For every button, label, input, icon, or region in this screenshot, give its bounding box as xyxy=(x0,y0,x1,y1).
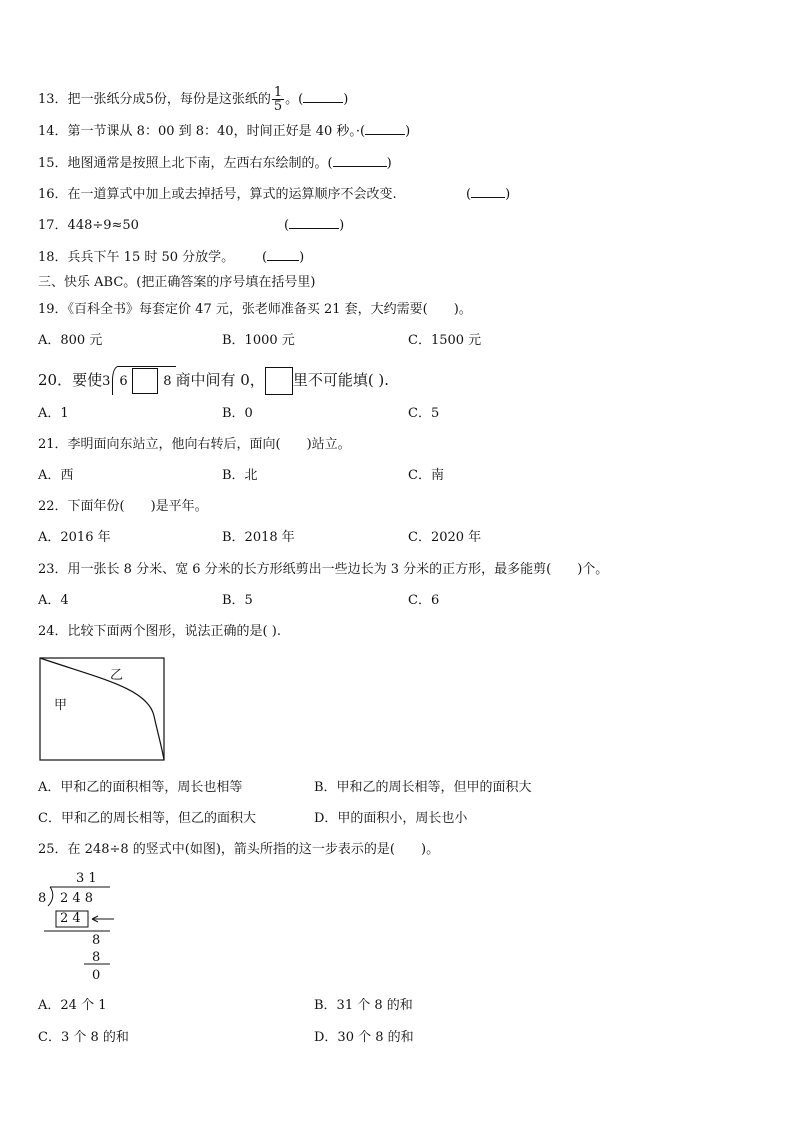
question-18-answer: ( ) xyxy=(262,250,305,265)
option-b[interactable]: B．0 xyxy=(222,406,253,421)
option-c[interactable]: C．2020 年 xyxy=(408,530,482,545)
option-b[interactable]: B．2018 年 xyxy=(222,530,295,545)
question-14: 14．第一节课从 8：00 到 8：40，时间正好是 40 秒。·( ) xyxy=(38,124,411,139)
option-a[interactable]: A．24 个 1 xyxy=(38,998,107,1013)
answer-blank[interactable] xyxy=(303,90,343,103)
option-a[interactable]: A．1 xyxy=(38,406,69,421)
option-c[interactable]: C．1500 元 xyxy=(408,333,482,348)
option-a[interactable]: A．西 xyxy=(38,468,74,483)
option-c[interactable]: C．南 xyxy=(408,468,444,483)
option-c[interactable]: C．3 个 8 的和 xyxy=(38,1030,129,1045)
question-16-answer: ( ) xyxy=(466,187,511,202)
dividend: 2 4 8 xyxy=(60,891,94,906)
answer-blank[interactable] xyxy=(267,248,299,261)
fraction: $\frac{1}{5}$ xyxy=(273,85,283,114)
question-25: 25．在 248÷8 的竖式中(如图)，箭头所指的这一步表示的是( )。 xyxy=(38,842,440,857)
quotient: 3 1 xyxy=(76,871,97,886)
product-step: 2 4 xyxy=(60,911,81,926)
section-title: 三、快乐 ABC。(把正确答案的序号填在括号里) xyxy=(38,275,316,290)
option-a[interactable]: A．2016 年 xyxy=(38,530,111,545)
long-division-bracket: 6 8 xyxy=(112,366,175,395)
divisor: 3 xyxy=(102,374,111,389)
answer-blank[interactable] xyxy=(289,216,339,229)
option-b[interactable]: B．31 个 8 的和 xyxy=(314,998,413,1013)
option-b[interactable]: B．1000 元 xyxy=(222,333,295,348)
option-c[interactable]: C．6 xyxy=(408,593,440,608)
question-13: 13．把一张纸分成5份，每份是这张纸的 $\frac{1}{5}$ 。( ) xyxy=(38,85,349,114)
answer-blank[interactable] xyxy=(471,185,505,198)
question-17-answer: ( ) xyxy=(284,218,345,233)
question-20: 20．要使3 6 8 商中间有 0， 里不可能填( ). xyxy=(38,366,389,395)
divisor: 8 xyxy=(38,891,47,906)
question-19: 19．《百科全书》每套定价 47 元，张老师准备买 21 套，大约需要( )。 xyxy=(38,302,472,317)
option-a[interactable]: A．甲和乙的面积相等，周长也相等 xyxy=(38,780,243,795)
question-21: 21．李明面向东站立，他向右转后，面向( )站立。 xyxy=(38,437,351,452)
digit-box[interactable] xyxy=(132,368,158,394)
option-d[interactable]: D．30 个 8 的和 xyxy=(314,1030,414,1045)
question-23: 23．用一张长 8 分米、宽 6 分米的长方形纸剪出一些边长为 3 分米的正方形，最多能剪( )个。 xyxy=(38,562,609,577)
remainder: 0 xyxy=(92,968,101,983)
answer-blank[interactable] xyxy=(365,122,405,135)
option-b[interactable]: B．甲和乙的周长相等，但甲的面积大 xyxy=(314,780,532,795)
bring-down: 8 xyxy=(92,933,101,948)
question-number: 13． xyxy=(38,92,68,107)
digit: 5 xyxy=(145,92,154,107)
option-c[interactable]: C．甲和乙的周长相等，但乙的面积大 xyxy=(38,811,256,826)
digit-box-reference xyxy=(265,367,293,395)
option-a[interactable]: A．4 xyxy=(38,593,69,608)
option-b[interactable]: B．北 xyxy=(222,468,258,483)
question-17: 17．448÷9≈50 xyxy=(38,218,139,233)
label-jia: 甲 xyxy=(54,698,68,713)
product-step-2: 8 xyxy=(92,950,101,965)
option-b[interactable]: B．5 xyxy=(222,593,253,608)
option-c[interactable]: C．5 xyxy=(408,406,440,421)
question-24: 24．比较下面两个图形，说法正确的是( ). xyxy=(38,624,281,639)
option-a[interactable]: A．800 元 xyxy=(38,333,103,348)
question-16: 16．在一道算式中加上或去掉括号，算式的运算顺序不会改变. xyxy=(38,187,397,202)
question-18: 18．兵兵下午 15 时 50 分放学。 xyxy=(38,250,235,265)
answer-blank[interactable] xyxy=(333,154,387,167)
option-d[interactable]: D．甲的面积小，周长也小 xyxy=(314,811,468,826)
division-bracket xyxy=(48,887,53,906)
question-15: 15．地图通常是按照上北下南，左西右东绘制的。( ) xyxy=(38,156,392,171)
question-22: 22．下面年份( )是平年。 xyxy=(38,499,208,514)
label-yi: 乙 xyxy=(110,668,124,683)
